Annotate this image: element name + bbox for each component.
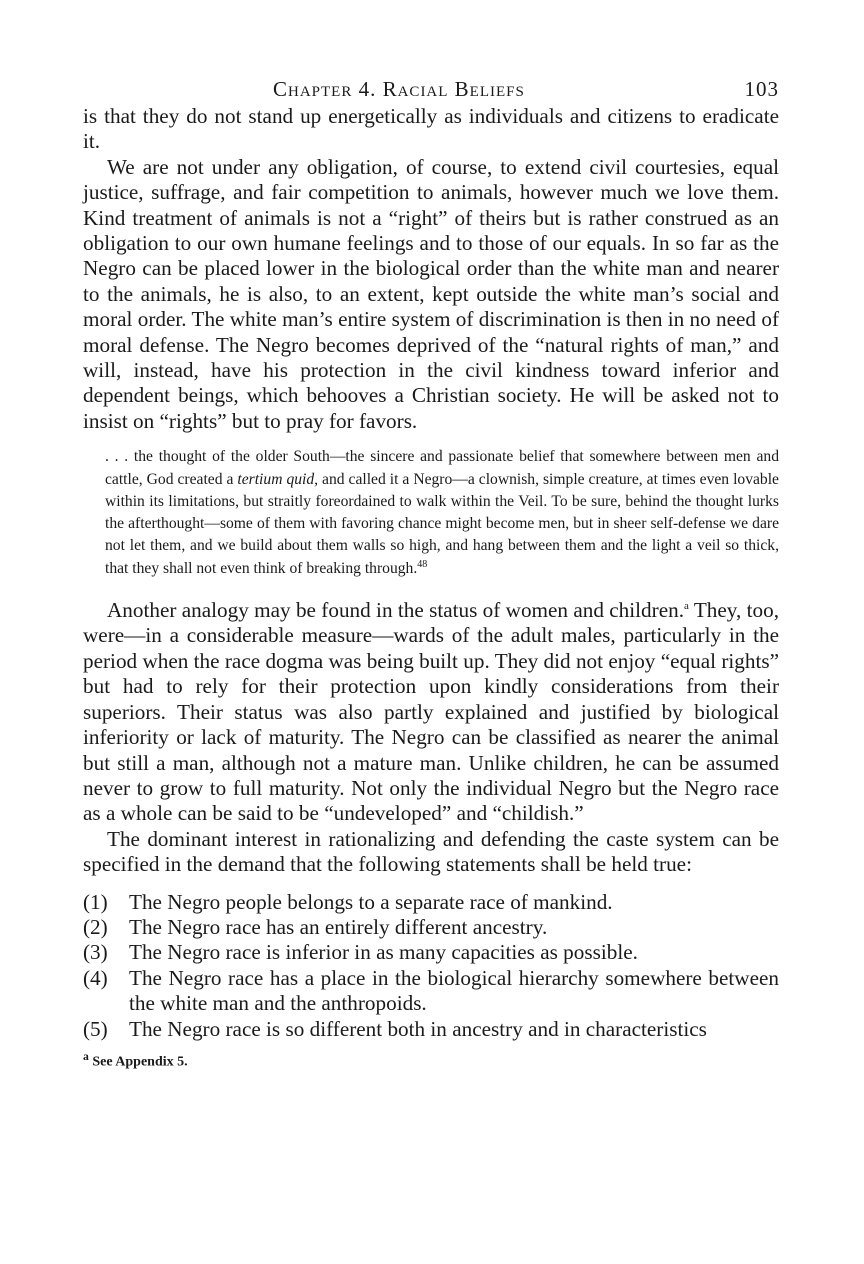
list-item (83, 966, 779, 1017)
running-header (83, 74, 779, 104)
section-spacer (83, 580, 779, 598)
list-item-text: The Negro race has a place in the biological hierarchy somewhere between the white man and the anthropoids. (129, 965, 779, 1016)
book-page (83, 74, 779, 1072)
footnote (83, 1048, 779, 1072)
list-item-text: The Negro race is so different both in ancestry and in characteristics (129, 1016, 707, 1041)
list-item-number: (4) (83, 965, 108, 990)
paragraph-analogy (83, 598, 779, 827)
page-number: 103 (744, 77, 779, 101)
list-item-number: (5) (83, 1016, 108, 1041)
body-text (83, 104, 779, 1042)
list-item-text: The Negro people belongs to a separate race of mankind. (129, 889, 613, 914)
quote-text-end: and called it a Negro—a clownish, simple creature, at times even lovable within its limitations, but straitly foreordained to walk within the Veil. To be sure, behind the thought lurks the afterthought—some of them with favoring chance might become men, but in sheer self-defense we dare not let them, and we build about them walls so high, and hang between them and the light a veil so thick, that they shall not even think of breaking through. (105, 470, 779, 577)
footnote-text: See Appendix 5. (88, 1054, 188, 1070)
paragraph-continuation: is that they do not stand up energetically as individuals and citizens to eradicate it. (83, 104, 779, 154)
list-item-text: The Negro race is inferior in as many capacities as possible. (129, 940, 638, 965)
paragraph-dominant-interest: The dominant interest in rationalizing and defending the caste system can be specified in the demand that the following statements shall be held true: (83, 826, 779, 877)
quote-italic-phrase: tertium quid, (237, 470, 319, 488)
list-item-text: The Negro race has an entirely different ancestry. (129, 914, 548, 939)
list-item (83, 940, 779, 965)
list-item (83, 890, 779, 915)
footnote-mark: a (83, 1049, 89, 1063)
analogy-text-start: Another analogy may be found in the status of women and children. (107, 598, 684, 623)
list-item (83, 1017, 779, 1042)
paragraph-animals: We are not under any obligation, of course, to extend civil courtesies, equal justice, suffrage, and fair competition to animals, however much we love them. Kind treatment of animals is not a “right” of theirs but is rather construed as an obligation to our own humane feelings and to those of our equals. In so far as the Negro can be placed lower in the biological order than the white man and nearer to the animals, he is also, to an extent, kept outside the white man’s social and moral order. The white man’s entire system of discrimination is then in no need of moral defense. The Negro becomes deprived of the “natural rights of man,” and will, instead, have his protection in the civil kindness toward inferior and dependent beings, which behooves a Christian society. He will be asked not to insist on “rights” but to pray for favors. (83, 154, 779, 433)
list-item (83, 915, 779, 940)
analogy-text-end: They, too, were—in a considerable measure—wards of the adult males, particularly in the period when the race dogma was being built up. They did not enjoy “equal rights” but had to rely for their protection upon kindly considerations from their superiors. Their status was also partly explained and justified by biological inferiority or lack of maturity. The Negro can be classified as nearer the animal but still a man, although not a mature man. Unlike children, he can be assumed never to grow to full maturity. Not only the individual Negro but the Negro race as a whole can be said to be “undeveloped” and “childish.” (83, 598, 779, 826)
chapter-title: Chapter 4. Racial Beliefs (273, 77, 525, 101)
block-quote (105, 446, 779, 580)
list-item-number: (1) (83, 889, 108, 914)
list-item-number: (2) (83, 914, 108, 939)
list-item-number: (3) (83, 940, 108, 965)
footnote-ref: a (684, 600, 689, 612)
quote-note-ref: 48 (417, 558, 428, 570)
quote-text-start: . . . the thought of the older South—the sincere and passionate belief that somewhere between men and cattle, God created a (105, 448, 779, 488)
statements-list (83, 890, 779, 1042)
